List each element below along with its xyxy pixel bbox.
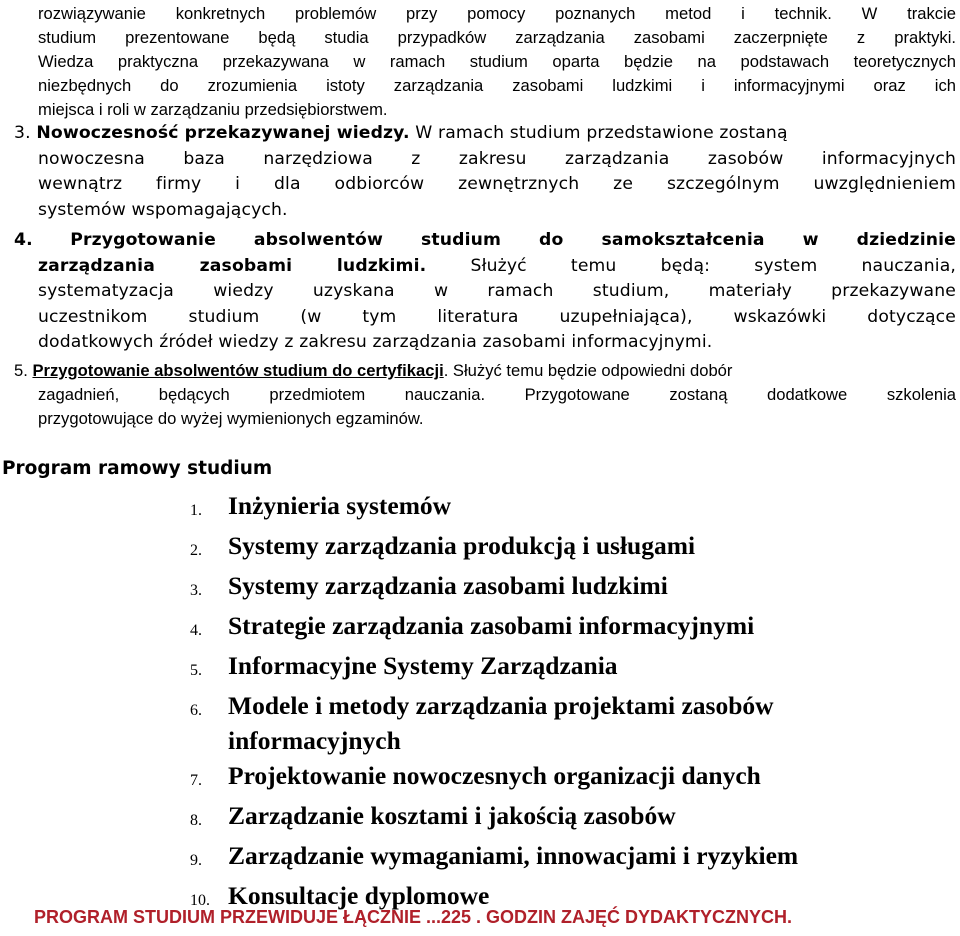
item-4-title-line1: Przygotowanie absolwentów studium do samokształcenia w dziedzinie xyxy=(70,230,956,250)
item-3-line: systemów wspomagających. xyxy=(38,199,288,220)
item-5-text: . Służyć temu będzie odpowiedni dobór xyxy=(443,361,733,380)
item-5 xyxy=(14,359,956,431)
item-3 xyxy=(14,121,956,223)
list-item-number: 10. xyxy=(190,892,210,909)
list-item-number: 5. xyxy=(190,662,202,679)
list-item-text: Projektowanie nowoczesnych organizacji danych xyxy=(228,761,761,790)
list-item-number: 3. xyxy=(190,582,202,599)
item-4-text: Służyć temu będą: system nauczania, xyxy=(426,255,956,276)
intro-line: niezbędnych do zrozumienia istoty zarządzania zasobami ludzkimi i informacyjnymi oraz ich xyxy=(38,76,956,95)
list-item xyxy=(190,798,950,838)
item-4-line: systematyzacja wiedzy uzyskana w ramach studium, materiały przekazywane xyxy=(38,281,956,301)
list-item xyxy=(190,758,950,798)
list-item-text: Strategie zarządzania zasobami informacyjnymi xyxy=(228,611,755,640)
program-heading: Program ramowy studium xyxy=(2,458,273,479)
intro-paragraph xyxy=(38,2,956,122)
list-item xyxy=(190,568,950,608)
list-item-number: 8. xyxy=(190,812,202,829)
list-item xyxy=(190,838,950,878)
item-3-line: nowoczesna baza narzędziowa z zakresu zarządzania zasobów informacyjnych xyxy=(38,148,956,169)
list-item-text: Informacyjne Systemy Zarządzania xyxy=(228,651,618,680)
item-4-number: 4. xyxy=(14,230,33,250)
list-item xyxy=(190,688,950,758)
item-5-first-line xyxy=(14,359,956,383)
list-item-number: 9. xyxy=(190,852,202,869)
item-4-title-line2: zarządzania zasobami ludzkimi. xyxy=(38,255,427,276)
intro-line: Wiedza praktyczna przekazywana w ramach studium oparta będzie na podstawach teoretycznych xyxy=(38,52,956,71)
item-3-text: W ramach studium przedstawione zostaną xyxy=(409,123,788,143)
item-4 xyxy=(14,228,956,356)
list-item-number: 7. xyxy=(190,772,202,789)
item-4-line: uczestnikom studium (w tym literatura uzupełniająca), wskazówki dotyczące xyxy=(38,306,956,327)
list-item xyxy=(190,608,950,648)
list-item xyxy=(190,488,950,528)
list-item xyxy=(190,648,950,688)
item-3-first-line xyxy=(14,121,956,147)
program-hours-footer: PROGRAM STUDIUM PRZEWIDUJE ŁĄCZNIE ...225 . GODZIN ZAJĘĆ DYDAKTYCZNYCH. xyxy=(34,907,793,927)
item-4-first-line xyxy=(14,228,956,254)
program-list xyxy=(190,488,950,918)
list-item-text: Zarządzanie kosztami i jakością zasobów xyxy=(228,801,676,830)
list-item-number: 6. xyxy=(190,702,202,719)
list-item-text: Konsultacje dyplomowe xyxy=(228,881,490,910)
list-item-text: Modele i metody zarządzania projektami zasobów informacyjnych xyxy=(228,691,774,755)
list-item xyxy=(190,528,950,568)
item-4-line: dodatkowych źródeł wiedzy z zakresu zarządzania zasobami informacyjnymi. xyxy=(38,332,713,352)
list-item-text: Inżynieria systemów xyxy=(228,491,452,520)
list-item-text: Systemy zarządzania zasobami ludzkimi xyxy=(228,571,668,600)
item-3-title: Nowoczesność przekazywanej wiedzy. xyxy=(36,123,410,143)
intro-line: studium prezentowane będą studia przypadków zarządzania zasobami zaczerpnięte z praktyki. xyxy=(38,28,956,47)
list-item-number: 4. xyxy=(190,622,202,639)
item-3-line: wewnątrz firmy i dla odbiorców zewnętrznych ze szczególnym uwzględnieniem xyxy=(38,174,956,194)
list-item-text: Systemy zarządzania produkcją i usługami xyxy=(228,531,696,560)
intro-line: miejsca i roli w zarządzaniu przedsiębiorstwem. xyxy=(38,100,388,119)
item-3-number: 3. xyxy=(14,123,31,143)
item-5-number: 5. xyxy=(14,361,28,380)
list-item-number: 1. xyxy=(190,502,202,519)
item-4-second-line xyxy=(38,254,956,280)
list-item-text: Zarządzanie wymaganiami, innowacjami i ryzykiem xyxy=(228,841,799,870)
item-5-line: zagadnień, będących przedmiotem nauczania. Przygotowane zostaną dodatkowe szkolenia xyxy=(38,385,956,404)
list-item-number: 2. xyxy=(190,542,202,559)
intro-line: rozwiązywanie konkretnych problemów przy pomocy poznanych metod i technik. W trakcie xyxy=(38,4,956,23)
item-5-title: Przygotowanie absolwentów studium do certyfikacji xyxy=(32,361,444,380)
item-5-line: przygotowujące do wyżej wymienionych egzaminów. xyxy=(38,409,424,428)
